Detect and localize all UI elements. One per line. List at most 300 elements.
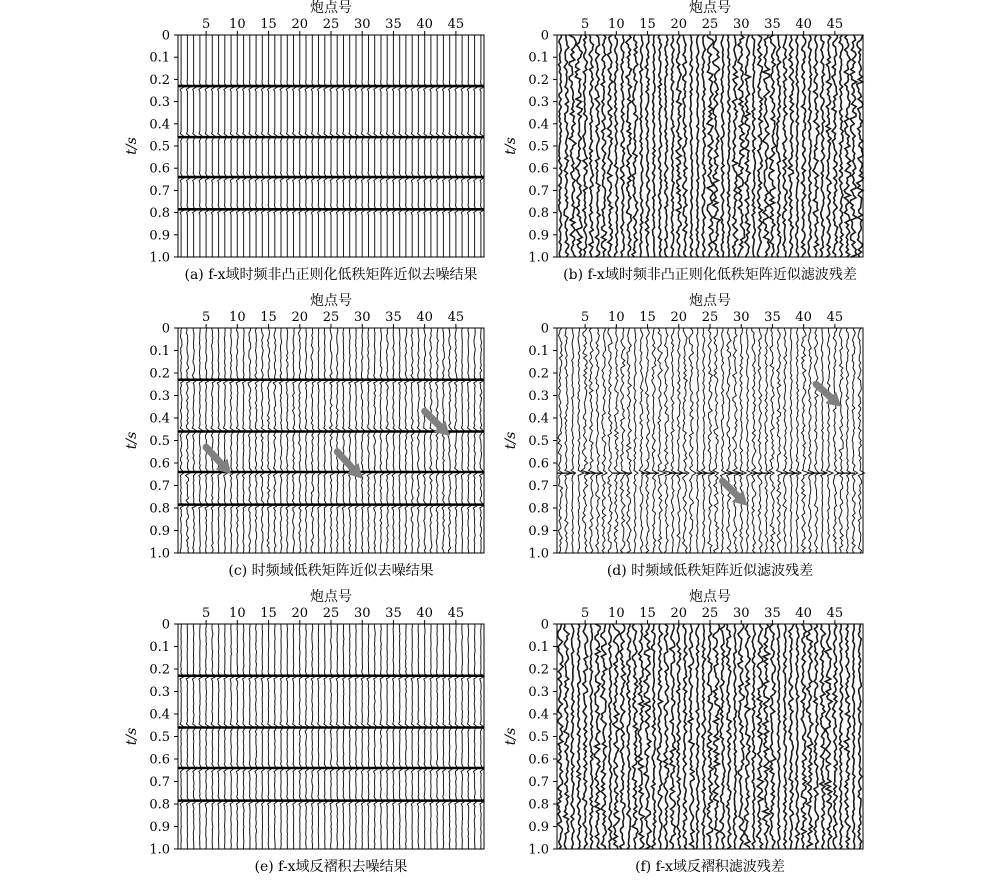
trace-16 xyxy=(652,35,655,257)
x-tick-label: 25 xyxy=(701,17,719,32)
trace-36 xyxy=(399,35,403,257)
trace-12 xyxy=(626,35,632,257)
trace-group xyxy=(180,35,484,257)
trace-15 xyxy=(644,624,651,849)
trace-9 xyxy=(608,328,613,553)
trace-44 xyxy=(449,35,453,257)
trace-20 xyxy=(299,328,303,553)
x-tick-label: 25 xyxy=(322,17,340,32)
y-tick-label: 1.0 xyxy=(149,250,170,266)
y-tick-label: 0.4 xyxy=(149,117,170,133)
trace-17 xyxy=(280,624,284,849)
trace-28 xyxy=(349,624,353,849)
trace-44 xyxy=(449,624,453,849)
x-tick-label: 10 xyxy=(229,310,246,325)
trace-39 xyxy=(795,624,799,849)
trace-22 xyxy=(688,624,694,849)
x-tick-label: 15 xyxy=(260,17,277,32)
panel-d xyxy=(503,292,865,579)
y-tick-label: 0.2 xyxy=(528,72,549,88)
x-tick-label: 10 xyxy=(608,17,625,32)
y-tick-label: 0.7 xyxy=(149,479,170,494)
trace-29 xyxy=(732,35,737,257)
trace-26 xyxy=(336,624,340,849)
trace-9 xyxy=(230,624,234,849)
y-tick-label: 0.3 xyxy=(528,389,549,404)
trace-42 xyxy=(814,328,819,553)
trace-10 xyxy=(236,328,241,553)
x-tick-label: 40 xyxy=(416,310,433,325)
trace-24 xyxy=(324,35,328,257)
trace-48 xyxy=(852,328,858,553)
trace-28 xyxy=(349,328,354,553)
x-tick-label: 15 xyxy=(639,17,656,32)
trace-5 xyxy=(583,624,588,849)
trace-2 xyxy=(186,624,190,849)
trace-11 xyxy=(620,328,627,553)
y-tick-label: 0.3 xyxy=(149,685,170,700)
trace-43 xyxy=(443,35,447,257)
y-tick-label: 0.1 xyxy=(149,640,170,655)
trace-4 xyxy=(199,624,203,849)
x-tick-label: 25 xyxy=(322,606,340,621)
y-tick-label: 0.7 xyxy=(149,775,170,790)
x-tick-label: 35 xyxy=(764,310,781,325)
trace-10 xyxy=(613,624,620,849)
x-tick-label: 35 xyxy=(764,17,781,32)
trace-4 xyxy=(577,624,581,849)
trace-6 xyxy=(211,35,215,257)
trace-16 xyxy=(273,328,277,553)
trace-33 xyxy=(757,624,764,849)
y-axis-label: t/s xyxy=(124,137,140,155)
trace-45 xyxy=(454,328,459,553)
trace-5 xyxy=(583,35,588,257)
trace-18 xyxy=(286,624,290,849)
trace-2 xyxy=(186,328,191,553)
x-axis-label: 炮点号 xyxy=(689,293,731,309)
y-tick-label: 0.1 xyxy=(149,344,170,359)
x-tick-label: 5 xyxy=(201,17,211,32)
trace-48 xyxy=(473,328,477,553)
trace-13 xyxy=(632,35,638,257)
trace-7 xyxy=(596,328,602,553)
trace-43 xyxy=(820,35,825,257)
y-tick-label: 0.5 xyxy=(149,139,170,155)
trace-36 xyxy=(777,624,780,849)
y-axis-label: t/s xyxy=(124,727,140,746)
trace-31 xyxy=(746,328,752,553)
trace-3 xyxy=(192,328,197,553)
trace-group xyxy=(558,328,865,553)
trace-44 xyxy=(826,35,831,257)
trace-40 xyxy=(424,35,428,257)
trace-20 xyxy=(677,328,683,553)
trace-1 xyxy=(559,35,562,257)
x-tick-label: 25 xyxy=(701,310,719,325)
panel-b xyxy=(503,0,863,283)
trace-5 xyxy=(205,624,209,849)
trace-19 xyxy=(293,624,297,849)
trace-48 xyxy=(852,624,855,849)
trace-30 xyxy=(361,328,366,553)
trace-49 xyxy=(858,328,865,553)
x-tick-label: 30 xyxy=(353,17,371,32)
trace-10 xyxy=(614,35,618,257)
y-tick-label: 0.1 xyxy=(149,50,170,66)
trace-38 xyxy=(788,35,793,257)
trace-3 xyxy=(571,624,574,849)
trace-36 xyxy=(777,328,783,553)
x-tick-label: 40 xyxy=(795,310,812,325)
x-tick-label: 35 xyxy=(385,606,402,621)
trace-34 xyxy=(386,35,390,257)
trace-9 xyxy=(230,35,234,257)
trace-34 xyxy=(763,624,770,849)
trace-12 xyxy=(627,624,631,849)
trace-27 xyxy=(720,624,725,849)
trace-2 xyxy=(564,624,569,849)
trace-8 xyxy=(601,35,606,257)
trace-22 xyxy=(311,328,316,553)
trace-9 xyxy=(230,328,235,553)
trace-37 xyxy=(404,328,409,553)
trace-30 xyxy=(361,624,365,849)
trace-39 xyxy=(418,35,422,257)
trace-5 xyxy=(205,35,209,257)
trace-17 xyxy=(279,328,283,553)
trace-42 xyxy=(436,624,440,849)
trace-29 xyxy=(355,328,360,553)
x-tick-label: 30 xyxy=(732,310,750,325)
trace-3 xyxy=(192,624,196,849)
trace-12 xyxy=(249,35,253,257)
trace-25 xyxy=(707,624,713,849)
trace-40 xyxy=(423,328,428,553)
trace-14 xyxy=(260,328,265,553)
trace-43 xyxy=(443,624,447,849)
trace-23 xyxy=(696,624,699,849)
trace-16 xyxy=(652,328,658,553)
trace-23 xyxy=(318,35,322,257)
trace-6 xyxy=(589,328,596,553)
trace-9 xyxy=(608,624,612,849)
trace-31 xyxy=(745,35,751,257)
trace-17 xyxy=(657,624,662,849)
trace-15 xyxy=(267,328,272,553)
trace-36 xyxy=(399,328,403,553)
trace-25 xyxy=(329,328,335,553)
trace-35 xyxy=(769,328,775,553)
trace-46 xyxy=(839,624,843,849)
x-tick-label: 5 xyxy=(201,606,211,621)
y-tick-label: 0.2 xyxy=(149,662,170,678)
panel-caption: (b) f-x域时频非凸正则化低秩矩阵近似滤波残差 xyxy=(563,267,857,283)
trace-8 xyxy=(602,328,607,553)
trace-38 xyxy=(790,328,796,553)
trace-11 xyxy=(242,328,246,553)
trace-7 xyxy=(217,328,222,553)
trace-46 xyxy=(461,624,465,849)
trace-20 xyxy=(299,35,303,257)
trace-2 xyxy=(186,35,190,257)
trace-24 xyxy=(324,624,328,849)
trace-47 xyxy=(846,328,851,553)
trace-33 xyxy=(758,328,763,553)
trace-23 xyxy=(318,624,322,849)
trace-32 xyxy=(374,35,378,257)
y-tick-label: 0.8 xyxy=(149,797,170,813)
x-tick-label: 35 xyxy=(385,310,402,325)
trace-45 xyxy=(833,328,839,553)
trace-20 xyxy=(676,35,681,257)
trace-21 xyxy=(305,624,309,849)
trace-39 xyxy=(417,624,421,849)
y-tick-label: 0.7 xyxy=(528,479,549,494)
panel-a xyxy=(124,0,484,283)
y-tick-label: 0.5 xyxy=(528,139,549,155)
y-tick-label: 0.3 xyxy=(528,685,549,700)
trace-42 xyxy=(436,35,440,257)
x-axis-label: 炮点号 xyxy=(310,589,352,605)
trace-8 xyxy=(601,624,607,849)
trace-34 xyxy=(386,328,391,553)
trace-9 xyxy=(607,35,612,257)
trace-13 xyxy=(255,35,259,257)
y-tick-label: 0.9 xyxy=(528,820,549,835)
x-tick-label: 5 xyxy=(580,17,590,32)
panel-caption: (e) f-x域反褶积去噪结果 xyxy=(254,859,408,875)
trace-7 xyxy=(218,35,222,257)
x-axis-label: 炮点号 xyxy=(310,293,352,309)
y-tick-label: 0.1 xyxy=(528,640,549,655)
trace-29 xyxy=(355,624,359,849)
y-tick-label: 0.1 xyxy=(528,344,549,359)
x-axis-label: 炮点号 xyxy=(310,0,352,16)
trace-30 xyxy=(740,328,747,553)
trace-47 xyxy=(844,35,851,257)
y-tick-label: 0.9 xyxy=(149,820,170,835)
trace-44 xyxy=(827,328,834,553)
y-tick-label: 0.2 xyxy=(528,662,549,678)
x-tick-label: 15 xyxy=(260,310,277,325)
trace-16 xyxy=(274,35,278,257)
y-tick-label: 0.8 xyxy=(528,797,549,813)
y-tick-label: 0.9 xyxy=(528,524,549,539)
trace-7 xyxy=(218,624,222,849)
trace-32 xyxy=(752,328,758,553)
y-tick-label: 0 xyxy=(161,321,170,337)
trace-16 xyxy=(274,624,278,849)
trace-22 xyxy=(311,624,315,849)
trace-49 xyxy=(480,35,484,257)
trace-38 xyxy=(411,35,415,257)
trace-12 xyxy=(627,328,632,553)
y-tick-label: 0 xyxy=(540,321,549,337)
panel-f xyxy=(503,588,863,875)
trace-3 xyxy=(571,328,576,553)
x-tick-label: 15 xyxy=(639,606,656,621)
x-tick-label: 40 xyxy=(416,606,433,621)
trace-17 xyxy=(280,35,284,257)
trace-23 xyxy=(696,328,702,553)
trace-29 xyxy=(733,328,741,553)
x-tick-label: 20 xyxy=(291,17,309,32)
y-tick-label: 0 xyxy=(540,28,549,44)
y-tick-label: 0.8 xyxy=(149,501,170,517)
trace-41 xyxy=(430,35,434,257)
panel-caption: (f) f-x域反褶积滤波残差 xyxy=(635,859,785,875)
y-tick-label: 0.3 xyxy=(149,389,170,404)
trace-40 xyxy=(424,624,428,849)
trace-group xyxy=(559,35,864,257)
trace-18 xyxy=(286,328,290,553)
x-tick-label: 20 xyxy=(291,606,309,621)
trace-27 xyxy=(343,624,347,849)
trace-2 xyxy=(564,35,569,257)
trace-22 xyxy=(690,35,693,257)
y-tick-label: 0.5 xyxy=(528,730,549,745)
trace-46 xyxy=(839,328,844,553)
arrow-shaft xyxy=(206,447,221,464)
trace-45 xyxy=(832,35,838,257)
trace-group xyxy=(180,624,484,849)
panel-caption: (d) 时频域低秩矩阵近似滤波残差 xyxy=(606,563,814,579)
trace-28 xyxy=(727,328,734,553)
y-tick-label: 0.6 xyxy=(149,752,170,768)
trace-36 xyxy=(399,624,403,849)
trace-18 xyxy=(665,35,669,257)
trace-41 xyxy=(808,35,812,257)
trace-40 xyxy=(801,35,806,257)
y-tick-label: 0.7 xyxy=(528,183,549,199)
trace-29 xyxy=(733,624,736,849)
x-tick-label: 35 xyxy=(764,606,781,621)
y-tick-label: 0.1 xyxy=(528,50,549,66)
y-tick-label: 0.3 xyxy=(528,95,549,111)
y-tick-label: 0.6 xyxy=(528,161,549,177)
y-tick-label: 0.2 xyxy=(149,72,170,88)
trace-8 xyxy=(223,328,228,553)
trace-41 xyxy=(808,328,815,553)
trace-3 xyxy=(569,35,576,257)
trace-38 xyxy=(411,624,415,849)
trace-19 xyxy=(671,328,676,553)
trace-13 xyxy=(634,328,638,553)
trace-21 xyxy=(305,35,309,257)
trace-43 xyxy=(821,328,827,553)
x-tick-label: 45 xyxy=(826,310,844,325)
trace-13 xyxy=(255,624,259,849)
y-tick-label: 0.9 xyxy=(149,228,170,244)
trace-27 xyxy=(721,328,727,553)
x-tick-label: 30 xyxy=(353,606,371,621)
x-tick-label: 30 xyxy=(732,17,750,32)
trace-1 xyxy=(557,624,563,849)
trace-27 xyxy=(342,328,346,553)
trace-41 xyxy=(807,624,813,849)
trace-6 xyxy=(590,624,593,849)
trace-28 xyxy=(349,35,353,257)
trace-42 xyxy=(435,328,440,553)
trace-31 xyxy=(745,624,751,849)
panel-caption: (a) f-x域时频非凸正则化低秩矩阵近似去噪结果 xyxy=(184,267,478,283)
trace-5 xyxy=(205,328,209,553)
y-tick-label: 1.0 xyxy=(528,842,549,858)
trace-39 xyxy=(417,328,422,553)
y-tick-label: 0.8 xyxy=(149,206,170,222)
y-tick-label: 0.6 xyxy=(149,161,170,177)
trace-1 xyxy=(180,35,184,257)
trace-25 xyxy=(707,35,714,257)
trace-28 xyxy=(726,624,731,849)
trace-26 xyxy=(713,624,720,849)
trace-12 xyxy=(249,624,253,849)
trace-20 xyxy=(299,624,303,849)
x-tick-label: 25 xyxy=(701,606,719,621)
trace-11 xyxy=(620,624,626,849)
trace-24 xyxy=(702,35,706,257)
trace-21 xyxy=(305,328,310,553)
trace-26 xyxy=(336,35,340,257)
x-axis-label: 炮点号 xyxy=(689,589,731,605)
trace-25 xyxy=(330,624,334,849)
x-tick-label: 30 xyxy=(732,606,750,621)
trace-16 xyxy=(652,624,656,849)
trace-28 xyxy=(727,35,730,257)
trace-group xyxy=(180,328,484,553)
trace-42 xyxy=(814,624,819,849)
trace-10 xyxy=(614,328,620,553)
x-tick-label: 5 xyxy=(580,606,590,621)
trace-22 xyxy=(311,35,315,257)
trace-33 xyxy=(380,624,384,849)
x-tick-label: 35 xyxy=(385,17,402,32)
trace-11 xyxy=(243,35,247,257)
trace-47 xyxy=(467,35,471,257)
trace-24 xyxy=(702,624,706,849)
trace-48 xyxy=(473,624,477,849)
trace-40 xyxy=(801,328,809,553)
trace-15 xyxy=(645,35,650,257)
trace-24 xyxy=(702,328,708,553)
trace-30 xyxy=(738,624,745,849)
x-tick-label: 45 xyxy=(447,17,465,32)
trace-4 xyxy=(199,35,203,257)
trace-35 xyxy=(770,624,776,849)
x-tick-label: 15 xyxy=(260,606,277,621)
trace-45 xyxy=(455,624,459,849)
trace-25 xyxy=(708,328,714,553)
trace-18 xyxy=(286,35,290,257)
y-tick-label: 0.4 xyxy=(528,117,549,133)
trace-46 xyxy=(461,35,465,257)
y-tick-label: 0.6 xyxy=(149,456,170,472)
trace-48 xyxy=(474,35,478,257)
trace-26 xyxy=(713,328,719,553)
trace-32 xyxy=(752,35,756,257)
trace-32 xyxy=(752,624,756,849)
trace-15 xyxy=(267,624,271,849)
trace-27 xyxy=(721,35,724,257)
trace-35 xyxy=(393,35,397,257)
trace-31 xyxy=(367,624,371,849)
trace-29 xyxy=(355,35,359,257)
trace-5 xyxy=(581,328,590,553)
y-axis-label: t/s xyxy=(124,431,140,450)
x-tick-label: 45 xyxy=(447,310,465,325)
y-tick-label: 0.8 xyxy=(528,206,549,222)
